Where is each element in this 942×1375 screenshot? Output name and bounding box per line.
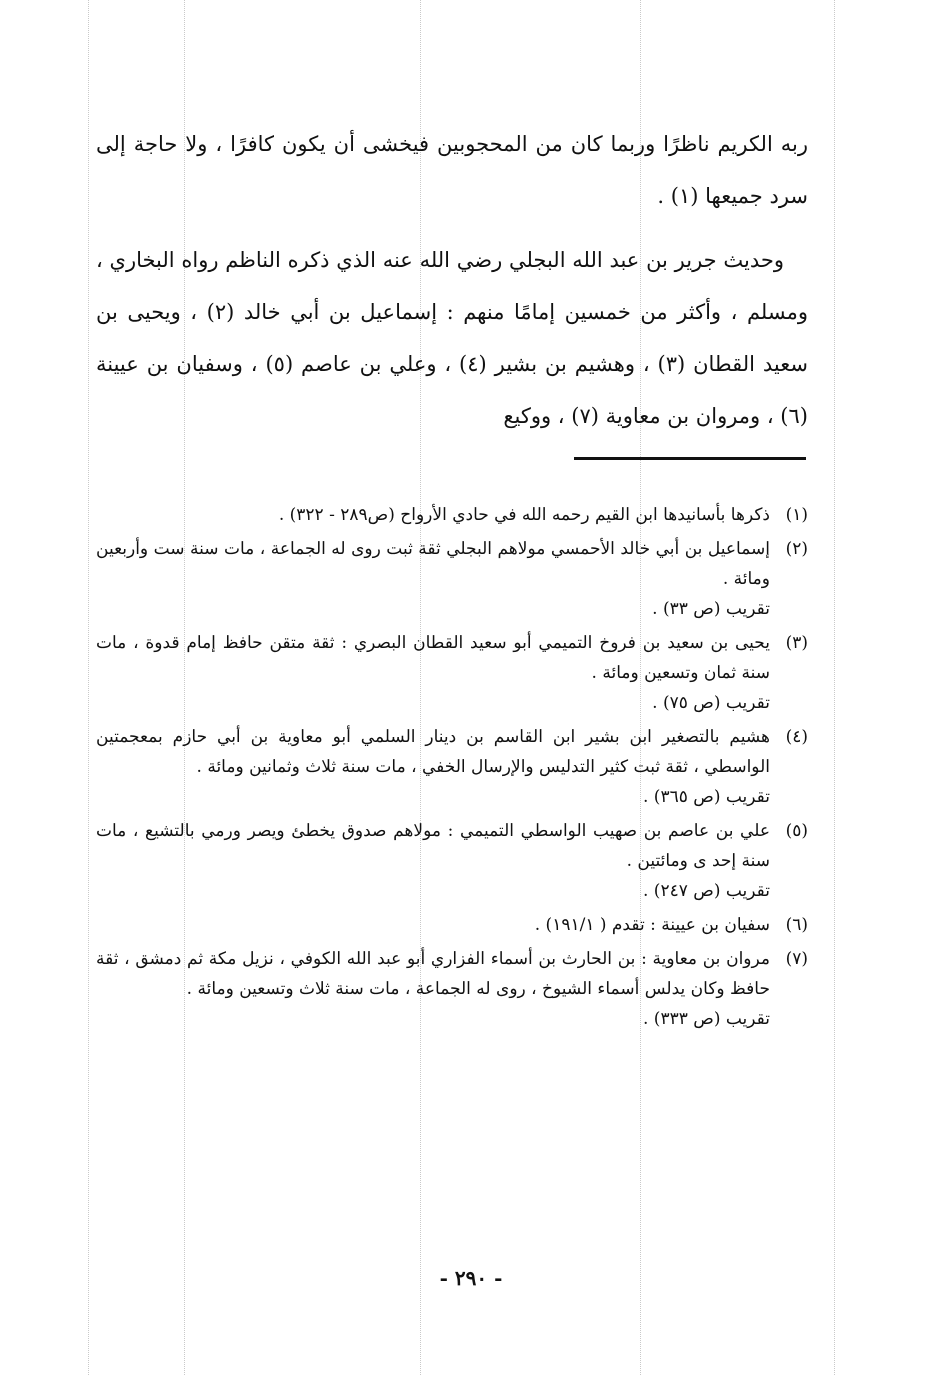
scan-guide-line xyxy=(834,0,835,1375)
main-paragraph-2: وحديث جرير بن عبد الله البجلي رضي الله عنه الذي ذكره الناظم رواه البخاري ، ومسلم ، وأكثر من خمسين إمامًا منهم : إسماعيل بن أبي خالد (٢) ، ويحيى بن سعيد القطان (٣) ، وهشيم بن بشير (٤) ، وعلي بن عاصم (٥) ، وسفيان بن عيينة (٦) ، ومروان بن معاوية (٧) ، ووكيع xyxy=(96,248,808,428)
footnote-3 xyxy=(96,628,808,718)
footnote-5 xyxy=(96,816,808,906)
footnote-text: هشيم بالتصغير ابن بشير ابن القاسم بن دينار السلمي أبو معاوية بن أبي حازم بمعجمتين الواسطي ، ثقة ثبت كثير التدليس والإرسال الخفي ، مات سنة ثلاث وثمانين ومائة . xyxy=(96,727,770,777)
footnote-reference: تقريب (ص ٧٥) . xyxy=(652,693,770,713)
footnote-text: يحيى بن سعيد بن فروخ التميمي أبو سعيد القطان البصري : ثقة متقن حافظ إمام قدوة ، مات سنة ثمان وتسعين ومائة . xyxy=(96,633,770,683)
footnote-2 xyxy=(96,534,808,624)
main-paragraph-1: ربه الكريم ناظرًا وربما كان من المحجوبين فيخشى أن يكون كافرًا ، ولا حاجة إلى سرد جميعها (١) . xyxy=(96,132,808,208)
footnote-separator xyxy=(574,457,806,460)
footnote-number: (٤) xyxy=(785,727,808,747)
footnote-text: علي بن عاصم بن صهيب الواسطي التميمي : مولاهم صدوق يخطئ ويصر ورمي بالتشيع ، مات سنة إحد ى ومائتين . xyxy=(96,821,770,871)
footnote-7 xyxy=(96,944,808,1034)
footnote-reference: تقريب (ص ٣٣٣) . xyxy=(643,1009,770,1029)
footnote-number: (٦) xyxy=(785,915,808,935)
footnote-text: سفيان بن عيينة : تقدم ( ١٩١/١) . xyxy=(534,915,770,935)
footnote-reference: تقريب (ص ٣٦٥) . xyxy=(643,787,770,807)
footnote-text: ذكرها بأسانيدها ابن القيم رحمه الله في حادي الأرواح (ص٢٨٩ - ٣٢٢) . xyxy=(278,505,770,525)
footnote-number: (٥) xyxy=(785,821,808,841)
footnote-number: (٣) xyxy=(785,633,808,653)
footnotes xyxy=(96,500,808,1038)
footnote-text: مروان بن معاوية : بن الحارث بن أسماء الفزاري أبو عبد الله الكوفي ، نزيل مكة ثم دمشق ، ثقة حافظ وكان يدلس أسماء الشيوخ ، روى له الجماعة ، مات سنة ثلاث وتسعين ومائة . xyxy=(96,949,770,999)
footnote-number: (٢) xyxy=(785,539,808,559)
footnote-4 xyxy=(96,722,808,812)
footnote-reference: تقريب (ص ٣٣) . xyxy=(652,599,770,619)
footnote-6 xyxy=(96,910,808,940)
main-text xyxy=(96,118,808,442)
footnote-text: إسماعيل بن أبي خالد الأحمسي مولاهم البجلي ثقة ثبت روى له الجماعة ، مات سنة ست وأربعين ومائة . xyxy=(96,539,770,589)
footnote-number: (٧) xyxy=(785,949,808,969)
footnote-number: (١) xyxy=(785,505,808,525)
footnote-reference: تقريب (ص ٢٤٧) . xyxy=(643,881,770,901)
scan-guide-line xyxy=(88,0,89,1375)
page-number: - ٢٩٠ - xyxy=(439,1266,503,1290)
footnote-1 xyxy=(96,500,808,530)
